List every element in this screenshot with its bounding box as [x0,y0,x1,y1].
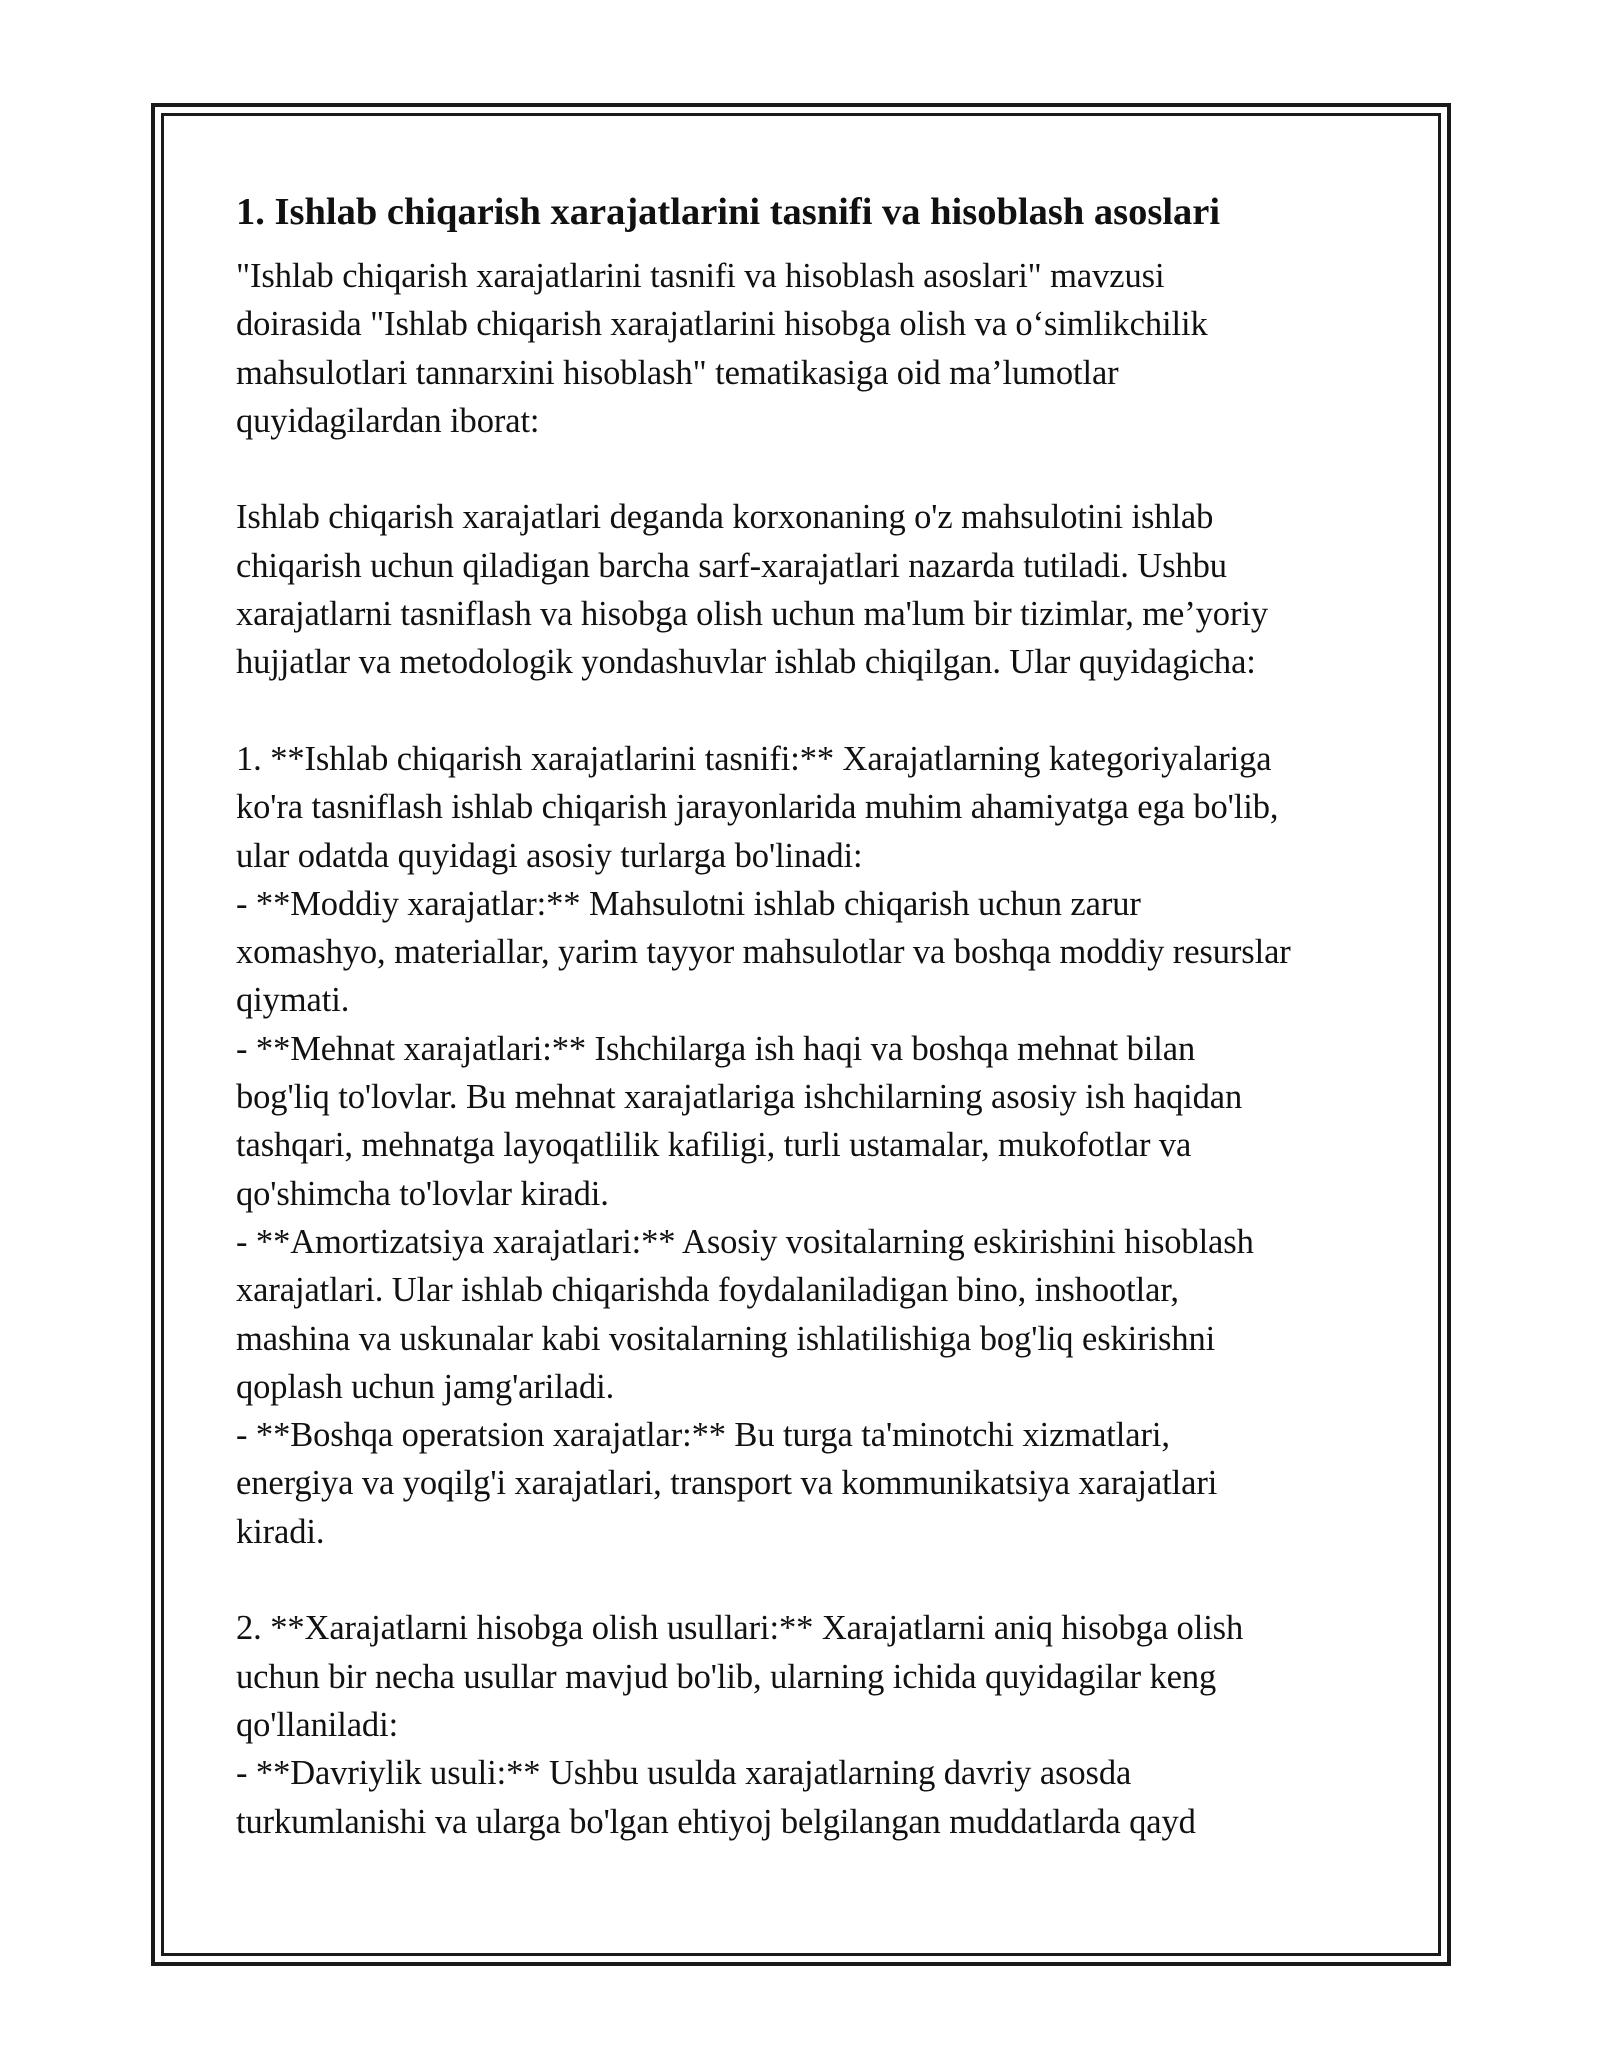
intro-paragraph: "Ishlab chiqarish xarajatlarini tasnifi va hisoblash asoslari" mavzusi doirasida "Ishlab chiqarish xarajatlarini hisobga olish va o‘simlikchilik mahsulotlari tannarxini hisoblash" tematikasiga oid ma’lumotlar quyidagilardan iborat: [236,257,1208,440]
paragraph-spacer [236,445,1376,493]
document-body [236,188,1376,1846]
definition-paragraph: Ishlab chiqarish xarajatlari deganda korxonaning o'z mahsulotini ishlab chiqarish uchun qiladigan barcha sarf-xarajatlari nazarda tutiladi. Ushbu xarajatlarni tasniflash va hisobga olish uchun ma'lum bir tizimlar, me’yoriy hujjatlar va metodologik yondashuvlar ishlab chiqilgan. Ular quyidagicha: [236,498,1268,682]
classification-section: 1. **Ishlab chiqarish xarajatlarini tasnifi:** Xarajatlarning kategoriyalariga ko'ra tasniflash ishlab chiqarish jarayonlarida muhim ahamiyatga ega bo'lib, ular odatda quyidagi asosiy turlarga bo'linadi: - **Moddiy xarajatlar:** Mahsulotni ishlab chiqarish uchun zarur xomashyo, materiallar, yarim tayyor mahsulotlar va boshqa moddiy resurslar qiymati. - **Mehnat xarajatlari:** Ishchilarga ish haqi va boshqa mehnat bilan bog'liq to'lovlar. Bu mehnat xarajatlariga ishchilarning asosiy ish haqidan tashqari, mehnatga layoqatlilik kafiligi, turli ustamalar, mukofotlar va qo'shimcha to'lovlar kiradi. - **Amortizatsiya xarajatlari:** Asosiy vositalarning eskirishini hisoblash xarajatlari. Ular ishlab chiqarishda foydalaniladigan bino, inshootlar, mashina va uskunalar kabi vositalarning ishlatilishiga bog'liq eskirishni qoplash uchun jamg'ariladi. - **Boshqa operatsion xarajatlar:** Bu turga ta'minotchi xizmatlari, energiya va yoqilg'i xarajatlari, transport va kommunikatsiya xarajatlari kiradi. [236,739,1291,1551]
paragraph-spacer [236,1556,1376,1604]
paragraph-spacer [236,687,1376,735]
accounting-methods-section: 2. **Xarajatlarni hisobga olish usullari:** Xarajatlarni aniq hisobga olish uchun bir necha usullar mavjud bo'lib, ularning ichida quyidagilar keng qo'llaniladi: - **Davriylik usuli:** Ushbu usulda xarajatlarning davriy asosda turkumlanishi va ularga bo'lgan ehtiyoj belgilangan muddatlarda qayd [236,1609,1244,1841]
document-title: 1. Ishlab chiqarish xarajatlarini tasnifi va hisoblash asoslari [236,191,1221,233]
